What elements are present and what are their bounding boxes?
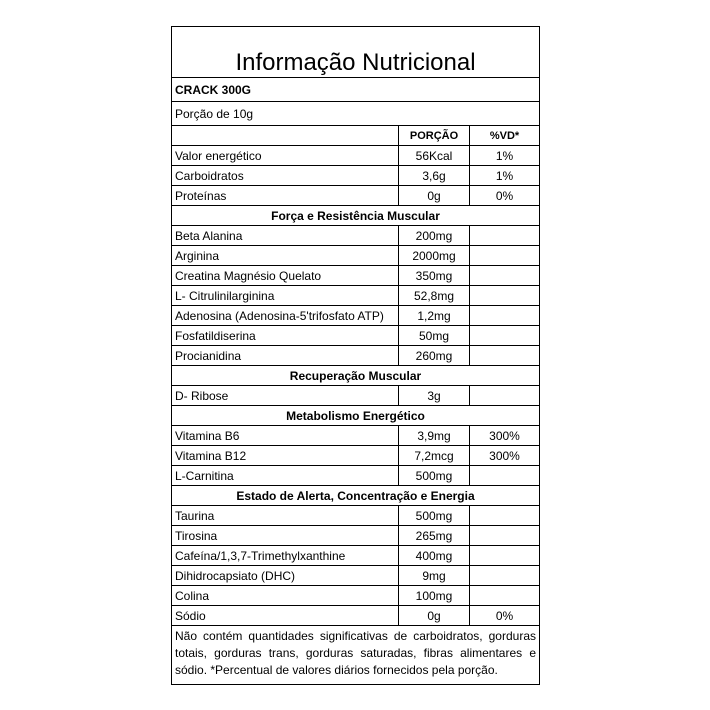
section-heading: Metabolismo Energético — [172, 406, 539, 426]
table-row — [172, 586, 539, 606]
nutrient-name: Beta Alanina — [175, 228, 243, 243]
nutrient-portion: 100mg — [398, 586, 469, 605]
nutrient-vd — [469, 586, 539, 605]
header-portion: PORÇÃO — [398, 126, 469, 145]
nutrient-vd: 300% — [469, 426, 539, 445]
header-blank — [172, 126, 398, 145]
nutrient-name: Carboidratos — [175, 168, 244, 183]
nutrient-vd — [469, 506, 539, 525]
table-row — [172, 166, 539, 186]
nutrient-vd: 1% — [469, 146, 539, 165]
header-vd: %VD* — [469, 126, 539, 145]
nutrient-portion: 500mg — [398, 466, 469, 485]
nutrient-portion: 9mg — [398, 566, 469, 585]
table-row — [172, 466, 539, 486]
nutrient-vd — [469, 326, 539, 345]
table-body — [172, 146, 539, 626]
table-row — [172, 306, 539, 326]
table-row — [172, 386, 539, 406]
nutrient-name: Cafeína/1,3,7-Trimethylxanthine — [175, 548, 346, 563]
nutrient-vd: 300% — [469, 446, 539, 465]
section-heading: Estado de Alerta, Concentração e Energia — [172, 486, 539, 506]
nutrient-vd — [469, 266, 539, 285]
nutrient-vd — [469, 226, 539, 245]
nutrient-portion: 400mg — [398, 546, 469, 565]
table-row — [172, 506, 539, 526]
nutrient-name: Procianidina — [175, 348, 242, 363]
nutrient-vd — [469, 306, 539, 325]
table-row — [172, 426, 539, 446]
nutrient-vd: 0% — [469, 606, 539, 625]
nutrient-portion: 350mg — [398, 266, 469, 285]
product-name: CRACK 300G — [172, 78, 539, 102]
nutrient-portion: 500mg — [398, 506, 469, 525]
table-row — [172, 146, 539, 166]
nutrient-vd: 0% — [469, 186, 539, 205]
nutrient-vd — [469, 386, 539, 405]
table-row — [172, 546, 539, 566]
nutrient-name: Vitamina B12 — [175, 448, 247, 463]
nutrient-portion: 1,2mg — [398, 306, 469, 325]
nutrient-name: Dihidrocapsiato (DHC) — [175, 568, 296, 583]
column-header-row — [172, 126, 539, 146]
table-row — [172, 246, 539, 266]
nutrient-vd: 1% — [469, 166, 539, 185]
nutrient-vd — [469, 466, 539, 485]
table-row — [172, 526, 539, 546]
nutrient-vd — [469, 566, 539, 585]
nutrient-portion: 56Kcal — [398, 146, 469, 165]
footnote: Não contém quantidades significativas de carboidratos, gorduras totais, gorduras trans, gorduras saturadas, fibras alimentares e sódio. *Percentual de valores diários fornecidos pela porção. — [175, 629, 536, 677]
nutrient-name: Fosfatildiserina — [175, 328, 256, 343]
table-row — [172, 606, 539, 626]
table-row — [172, 186, 539, 206]
nutrient-portion: 200mg — [398, 226, 469, 245]
table-row — [172, 566, 539, 586]
nutrient-vd — [469, 526, 539, 545]
nutrient-name: Vitamina B6 — [175, 428, 240, 443]
nutrient-name: Proteínas — [175, 188, 227, 203]
nutrient-name: Taurina — [175, 508, 215, 523]
nutrient-portion: 0g — [398, 186, 469, 205]
nutrient-portion: 3,9mg — [398, 426, 469, 445]
nutrient-portion: 260mg — [398, 346, 469, 365]
nutrient-portion: 7,2mcg — [398, 446, 469, 465]
table-row — [172, 326, 539, 346]
nutrient-name: L- Citrulinilarginina — [175, 288, 275, 303]
nutrient-name: Arginina — [175, 248, 220, 263]
section-heading: Recuperação Muscular — [172, 366, 539, 386]
nutrient-name: D- Ribose — [175, 388, 229, 403]
nutrient-vd — [469, 286, 539, 305]
nutrient-portion: 0g — [398, 606, 469, 625]
nutrient-portion: 3,6g — [398, 166, 469, 185]
table-row — [172, 286, 539, 306]
nutrient-name: Sódio — [175, 608, 206, 623]
nutrient-name: Valor energético — [175, 148, 262, 163]
title-text: Informação Nutricional — [235, 49, 476, 76]
nutrition-facts-table — [171, 26, 540, 685]
table-row — [172, 346, 539, 366]
nutrient-vd — [469, 346, 539, 365]
section-heading: Força e Resistência Muscular — [172, 206, 539, 226]
nutrient-portion: 50mg — [398, 326, 469, 345]
serving-size: Porção de 10g — [172, 102, 539, 126]
nutrient-name: L-Carnitina — [175, 468, 234, 483]
nutrient-portion: 265mg — [398, 526, 469, 545]
nutrient-vd — [469, 246, 539, 265]
nutrient-name: Colina — [175, 588, 210, 603]
nutrient-portion: 3g — [398, 386, 469, 405]
nutrient-portion: 2000mg — [398, 246, 469, 265]
table-row — [172, 446, 539, 466]
nutrient-portion: 52,8mg — [398, 286, 469, 305]
nutrient-name: Creatina Magnésio Quelato — [175, 268, 322, 283]
table-row — [172, 226, 539, 246]
table-row — [172, 266, 539, 286]
nutrient-name: Adenosina (Adenosina-5'trifosfato ATP) — [175, 308, 384, 323]
nutrient-name: Tirosina — [175, 528, 218, 543]
nutrient-vd — [469, 546, 539, 565]
table-title — [172, 26, 539, 78]
